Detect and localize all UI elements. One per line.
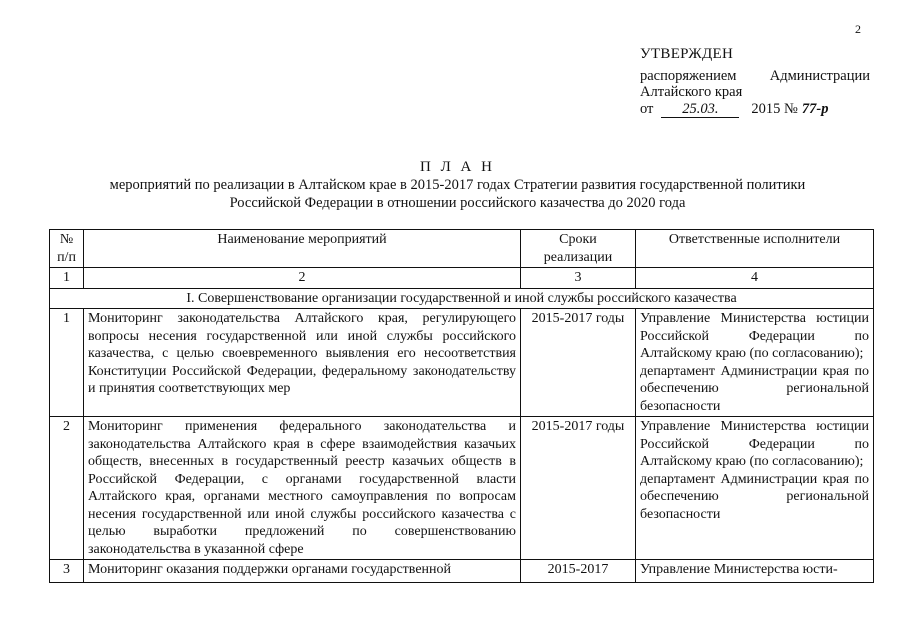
- row-exec-secondary: департамент Администрации края по обеспечению региональной безопасности: [640, 363, 869, 414]
- row-exec-primary: Управление Министерства юсти-: [640, 562, 838, 577]
- row-name: Мониторинг применения федерального законодательства и законодательства Алтайского края в сфере взаимодействия казачьих обществ, внесенных в государственный реестр казачьих обществ в Российской Федерации, с органами государственной власти Алтайского края, органами местного самоуправления по вопросам несения государственной или иной службы российского казачества с целью выработки предложений по совершенствованию законодательства в указанной сфере: [84, 417, 521, 560]
- approval-block: [640, 46, 870, 118]
- header-exec: Ответственные исполнители: [636, 230, 874, 268]
- table-row: [50, 560, 874, 583]
- row-term: 2015-2017: [521, 560, 636, 583]
- header-num: № п/п: [50, 230, 84, 268]
- row-num: 3: [50, 560, 84, 583]
- approval-heading: УТВЕРЖДЕН: [640, 46, 734, 62]
- approval-date-prefix: от: [640, 101, 654, 117]
- row-term: 2015-2017 годы: [521, 309, 636, 417]
- approval-year-text: 2015 №: [751, 101, 798, 117]
- title-line-1: мероприятий по реализации в Алтайском крае в 2015-2017 годах Стратегии развития государственной политики: [109, 177, 806, 193]
- index-cell: 3: [521, 268, 636, 289]
- index-cell: 4: [636, 268, 874, 289]
- table-header-row: [50, 230, 874, 268]
- row-num: 2: [50, 417, 84, 560]
- row-name: Мониторинг оказания поддержки органами государственной: [84, 560, 521, 583]
- document-title: [40, 158, 875, 212]
- index-cell: 1: [50, 268, 84, 289]
- table-row: [50, 309, 874, 417]
- row-exec-primary: Управление Министерства юстиции Российской Федерации по Алтайскому краю (по согласованию);: [640, 311, 869, 361]
- plan-table: [49, 229, 874, 583]
- approval-administration-label: Администрации: [769, 68, 870, 84]
- row-term: 2015-2017 годы: [521, 417, 636, 560]
- approval-date-value: 25.03.: [661, 101, 739, 118]
- approval-region-label: Алтайского края: [640, 84, 743, 100]
- row-exec: [636, 417, 874, 560]
- table-row: [50, 417, 874, 560]
- table-index-row: [50, 268, 874, 289]
- title-heading: П Л А Н: [420, 159, 495, 175]
- section-row: [50, 288, 874, 309]
- section-title: I. Совершенствование организации государственной и иной службы российского казачества: [50, 288, 874, 309]
- row-exec-secondary: департамент Администрации края по обеспечению региональной безопасности: [640, 471, 869, 522]
- title-line-2: Российской Федерации в отношении российского казачества до 2020 года: [229, 195, 686, 211]
- index-cell: 2: [84, 268, 521, 289]
- approval-line-1: [640, 68, 870, 84]
- row-exec: [636, 560, 874, 583]
- row-exec-primary: Управление Министерства юстиции Российской Федерации по Алтайскому краю (по согласованию);: [640, 419, 869, 469]
- approval-order-label: распоряжением: [640, 68, 737, 84]
- page-number: 2: [855, 22, 861, 36]
- header-term: Сроки реализации: [521, 230, 636, 268]
- row-exec: [636, 309, 874, 417]
- header-name: Наименование мероприятий: [84, 230, 521, 268]
- row-num: 1: [50, 309, 84, 417]
- row-name: Мониторинг законодательства Алтайского края, регулирующего вопросы несения государственной или иной службы российского казачества, с целью своевременного выявления его несоответствия Конституции Российской Федерации, федеральному законодательству и принятия соответствующих мер: [84, 309, 521, 417]
- approval-date-line: [640, 101, 870, 118]
- approval-doc-number: 77-р: [801, 101, 829, 117]
